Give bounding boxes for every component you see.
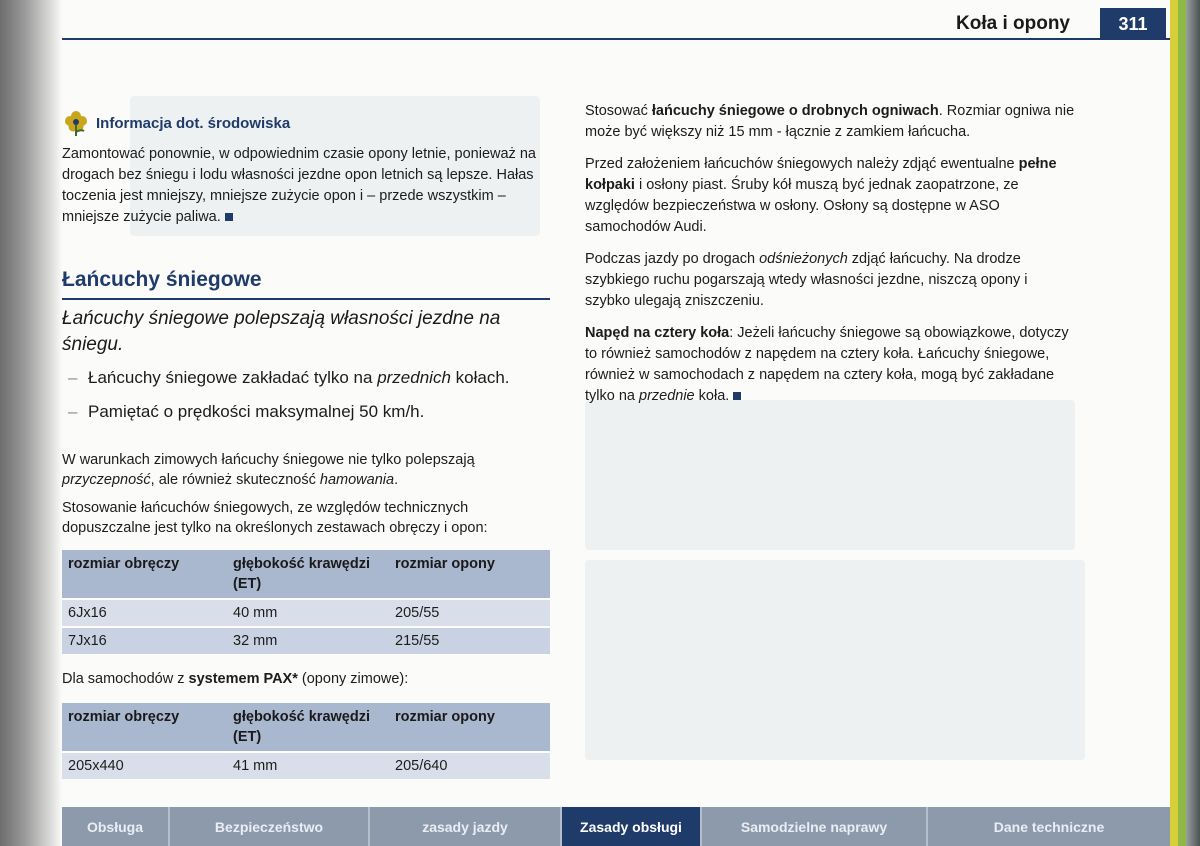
nav-bezpieczenstwo[interactable]: Bezpieczeństwo [170, 807, 370, 846]
text: koła. [694, 388, 730, 404]
environment-text [62, 144, 550, 228]
bleed-through-right [585, 400, 1075, 550]
text: zdjąć łańcuchy. Na drodze szybkiego ruchu pogarszają wtedy własności jezdne, niszczą opony i szybko ulegają zniszczeniu. [585, 251, 1028, 309]
header-rule [62, 38, 1170, 40]
chains-heading: Łańcuchy śniegowe [62, 268, 550, 300]
end-square-icon [733, 392, 741, 400]
nav-obsluga[interactable]: Obsługa [62, 807, 170, 846]
text: : Jeżeli łańcuchy śniegowe są obowiązkowe, dotyczy to również samochodów z napędem na cztery koła. Łańcuchy śniegowe, również w samochodach z napędem na cztery koła, mogą być zakładane tylko na [585, 325, 1069, 404]
text: . Rozmiar ogniwa nie może być większy niż 15 mm - łącznie z zamkiem łańcucha. [585, 103, 1075, 140]
bold-text: Napęd na cztery koła [585, 325, 730, 341]
rim-table [62, 550, 550, 654]
table-row [62, 599, 550, 627]
bullet-item [62, 400, 550, 423]
table-cell: 40 mm [227, 599, 389, 627]
pax-rim-table [62, 703, 550, 779]
table-header-cell: rozmiar obręczy [62, 550, 227, 599]
bullet-emphasis: przednich [377, 368, 451, 387]
emphasis: przednie [639, 388, 695, 404]
environment-text-body: Zamontować ponownie, w odpowiednim czasie opony letnie, ponieważ na drogach bez śniegu i lodu własności jezdne opon letnich są lepsze. Hałas toczenia jest mniejszy, mniejsze zużycie opon i – przede wszystkim – mniejsze zużycie paliwa. [62, 146, 536, 225]
winter-paragraph [62, 450, 550, 490]
text: . [394, 472, 399, 488]
page-binding-shadow [0, 0, 62, 846]
pax-paragraph [62, 669, 550, 689]
table-header-row [62, 703, 550, 752]
edge-strip-yellow [1170, 0, 1178, 846]
four-wheel-drive-paragraph [585, 323, 1075, 407]
table-cell: 41 mm [227, 752, 389, 779]
text: i osłony piast. Śruby kół muszą być jednak zaopatrzone, ze względów bezpieczeństwa w osłony. Osłony są dostępne w ASO samochodów Audi. [585, 177, 1019, 235]
bullet-text: Pamiętać o prędkości maksymalnej 50 km/h. [88, 402, 425, 421]
table-header-cell: rozmiar obręczy [62, 703, 227, 752]
nav-zasady-obslugi[interactable]: Zasady obsługi [562, 807, 702, 846]
end-square-icon [225, 213, 233, 221]
text: (opony zimowe): [297, 671, 409, 687]
table-row [62, 627, 550, 654]
bleed-through-bottom [585, 560, 1085, 760]
environment-note [62, 108, 550, 228]
usage-paragraph: Stosowanie łańcuchów śniegowych, ze względów technicznych dopuszczalne jest tylko na określonych zestawach obręczy i opon: [62, 500, 488, 536]
emphasis: odśnieżonych [759, 251, 848, 267]
hubcaps-paragraph [585, 154, 1075, 238]
table-header-cell: rozmiar opony [389, 550, 550, 599]
section-title: Koła i opony [956, 13, 1070, 34]
environment-heading [62, 108, 550, 138]
page-number: 311 [1100, 8, 1166, 40]
bullet-item [62, 366, 550, 389]
table-cell: 32 mm [227, 627, 389, 654]
environment-title: Informacja dot. środowiska [96, 114, 291, 132]
table-cell: 7Jx16 [62, 627, 227, 654]
text: Podczas jazdy po drogach [585, 251, 760, 267]
right-column [585, 101, 1075, 418]
text: Przed założeniem łańcuchów śniegowych należy zdjąć ewentualne [585, 156, 1019, 172]
table-cell: 215/55 [389, 627, 550, 654]
table-header-row [62, 550, 550, 599]
bullet-text: Łańcuchy śniegowe zakładać tylko na [88, 368, 378, 387]
table-cell: 6Jx16 [62, 599, 227, 627]
chapter-nav [62, 807, 1170, 846]
table-row [62, 752, 550, 779]
edge-strip-green [1178, 0, 1186, 846]
table-cell: 205/55 [389, 599, 550, 627]
nav-dane-techniczne[interactable]: Dane techniczne [928, 807, 1170, 846]
table-cell: 205/640 [389, 752, 550, 779]
chains-bullet-list [62, 366, 550, 434]
nav-samodzielne-naprawy[interactable]: Samodzielne naprawy [702, 807, 928, 846]
table-cell: 205x440 [62, 752, 227, 779]
bold-text: pełne kołpaki [585, 156, 1057, 193]
text: Dla samochodów z [62, 671, 189, 687]
table-header-cell: głębokość krawędzi (ET) [227, 550, 389, 599]
bullet-text-end: kołach. [450, 368, 510, 387]
bold-text: łańcuchy śniegowe o drobnych ogniwach [651, 103, 939, 119]
chain-links-paragraph [585, 101, 1075, 143]
bold-text: systemem PAX* [188, 671, 298, 687]
table-header-cell: głębokość krawędzi (ET) [227, 703, 389, 752]
text: , ale również skuteczność [150, 472, 320, 488]
cleared-roads-paragraph [585, 249, 1075, 312]
chains-lead: Łańcuchy śniegowe polepszają własności jezdne na śniegu. [62, 308, 501, 355]
edge-strip-dark [1186, 0, 1200, 846]
emphasis: hamowania [319, 472, 395, 488]
text: W warunkach zimowych łańcuchy śniegowe nie tylko polepszają [62, 452, 475, 468]
emphasis: przyczepność [62, 472, 151, 488]
nav-zasady-jazdy[interactable]: zasady jazdy [370, 807, 562, 846]
text: Stosować [585, 103, 652, 119]
flower-icon [62, 109, 90, 137]
table-header-cell: rozmiar opony [389, 703, 550, 752]
